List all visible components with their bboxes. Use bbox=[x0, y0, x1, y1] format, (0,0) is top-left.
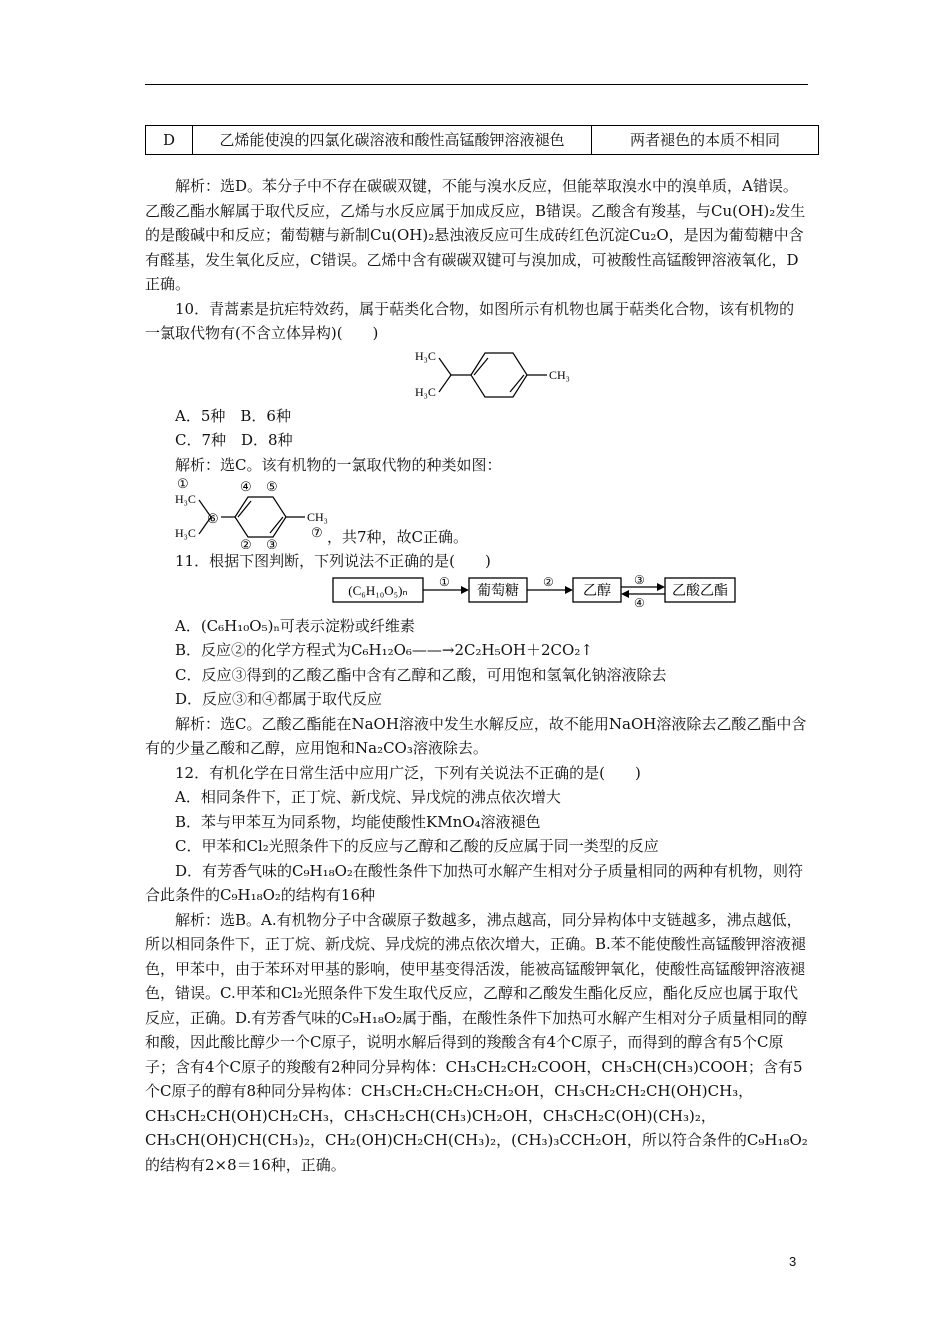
q11-option-a: A．(C₆H₁₀O₅)ₙ可表示淀粉或纤维素 bbox=[175, 616, 415, 635]
q10-options-1: A．5种 B．6种 bbox=[175, 406, 291, 425]
q10-options-2: C．7种 D．8种 bbox=[175, 431, 293, 449]
flow-step-1: ① bbox=[439, 574, 450, 589]
q11-option-b: B．反应②的化学方程式为C₆H₁₂O₆——→2C₂H₅OH＋2CO₂↑ bbox=[175, 641, 593, 659]
label-7: ⑦ bbox=[311, 525, 323, 540]
q10-answer-figure bbox=[145, 477, 809, 549]
flow-step-4: ④ bbox=[634, 595, 645, 608]
q12-option-b: B．苯与甲苯互为同系物，均能使酸性KMnO₄溶液褪色 bbox=[175, 812, 541, 831]
option-conclusion: 两者褪色的本质不相同 bbox=[592, 126, 819, 155]
flow-step-2: ② bbox=[543, 574, 554, 589]
q10-conclusion: ，共7种，故C正确。 bbox=[327, 528, 469, 546]
label-6: ⑥ bbox=[207, 511, 219, 526]
q11-option-c: C．反应③得到的乙酸乙酯中含有乙醇和乙酸，可用饱和氢氧化钠溶液除去 bbox=[175, 665, 667, 684]
label-4: ④ bbox=[240, 479, 252, 494]
flow-box-ethanol: 乙醇 bbox=[583, 583, 611, 599]
q11-analysis: 解析：选C。乙酸乙酯能在NaOH溶液中发生水解反应，故不能用NaOH溶液除去乙酸乙酯中含有的少量乙酸和乙醇，应用饱和Na₂CO₃溶液除去。 bbox=[145, 714, 807, 757]
q12-option-a: A．相同条件下，正丁烷、新戊烷、异戊烷的沸点依次增大 bbox=[175, 788, 561, 806]
q11-stem: 11．根据下图判断，下列说法不正确的是( ) bbox=[175, 552, 491, 570]
table-row bbox=[146, 126, 819, 155]
q10-stem: 10．青蒿素是抗疟特效药，属于萜类化合物，如图所示有机物也属于萜类化合物，该有机物的一氯取代物有(不含立体异构)( ) bbox=[145, 299, 795, 342]
flow-box-glucose: 葡萄糖 bbox=[477, 583, 519, 599]
option-letter: D bbox=[146, 126, 193, 155]
mol-h3c-bottom: H₃C bbox=[415, 384, 436, 399]
mol-ch3: CH₃ bbox=[549, 367, 570, 382]
flow-box-ethyl-acetate: 乙酸乙酯 bbox=[672, 583, 728, 599]
mol2-h3c-bottom: H₃C bbox=[175, 526, 196, 540]
label-2: ② bbox=[240, 537, 252, 549]
q12-analysis: 解析：选B。A.有机物分子中含碳原子数越多，沸点越高，同分异构体中支链越多，沸点越低，所以相同条件下，正丁烷、新戊烷、异戊烷的沸点依次增大，正确。B.苯不能使酸性高锰酸钾溶液褪色，甲苯中，由于苯环对甲基的影响，使甲基变得活泼，能被高锰酸钾氧化，使酸性高锰酸钾溶液褪色，错误。C.甲苯和Cl₂光照条件下发生取代反应，乙醇和乙酸发生酯化反应，酯化反应也属于取代反应，正确。D.有芳香气味的C₉H₁₈O₂属于酯，在酸性条件下加热可水解产生相对分子质量相同的醇和酸，因此酸比醇少一个C原子，说明水解后得到的羧酸含有4个C原子，而得到的醇含有5个C原子；含有4个C原子的羧酸有2种同分异构体：CH₃CH₂CH₂COOH，CH₃CH(CH₃)COOH；含有5个C原子的醇有8种同分异构体：CH₃CH₂CH₂CH₂CH₂OH，CH₃CH₂CH₂CH(OH)CH₃，CH₃CH₂CH(OH)CH₂CH₃，CH₃CH₂CH(CH₃)CH₂OH，CH₃CH₂C(OH)(CH₃)₂，CH₃CH(OH)CH(CH₃)₂，CH₂(OH)CH₂CH(CH₃)₂，(CH₃)₃CCH₂OH，所以符合条件的C₉H₁₈O₂的结构有2×8＝16种，正确。 bbox=[145, 910, 808, 1174]
option-table bbox=[145, 125, 819, 155]
label-1: ① bbox=[177, 477, 189, 491]
flow-step-3: ③ bbox=[634, 573, 645, 587]
flow-box-cellulose: (C₆H₁₀O₅)ₙ bbox=[348, 582, 408, 598]
q10-analysis: 解析：选C。该有机物的一氯取代物的种类如图： bbox=[175, 455, 502, 474]
q12-stem: 12．有机化学在日常生活中应用广泛，下列有关说法不正确的是( ) bbox=[175, 763, 641, 782]
q10-molecule bbox=[145, 346, 809, 404]
mol2-ch3: CH₃ bbox=[307, 510, 328, 524]
mol2-h3c-top: H₃C bbox=[175, 492, 196, 506]
q12-option-c: C．甲苯和Cl₂光照条件下的反应与乙醇和乙酸的反应属于同一类型的反应 bbox=[175, 837, 659, 855]
label-5: ⑤ bbox=[266, 479, 278, 494]
mol-h3c-top: H₃C bbox=[415, 348, 436, 363]
q9-analysis: 解析：选D。苯分子中不存在碳碳双键，不能与溴水反应，但能萃取溴水中的溴单质，A错误。乙酸乙酯水解属于取代反应，乙烯与水反应属于加成反应，B错误。乙酸含有羧基，与Cu(OH)₂发生的是酸碱中和反应；葡萄糖与新制Cu(OH)₂悬浊液反应可生成砖红色沉淀Cu₂O，是因为葡萄糖中含有醛基，发生氧化反应，C错误。乙烯中含有碳碳双键可与溴加成，可被酸性高锰酸钾溶液氧化，D正确。 bbox=[145, 177, 806, 293]
q11-option-d: D．反应③和④都属于取代反应 bbox=[175, 690, 383, 708]
page-content bbox=[145, 174, 809, 1177]
page-number: 3 bbox=[789, 1254, 797, 1269]
header-rule bbox=[145, 84, 808, 85]
option-statement: 乙烯能使溴的四氯化碳溶液和酸性高锰酸钾溶液褪色 bbox=[193, 126, 592, 155]
q11-flow-diagram bbox=[145, 574, 809, 608]
label-3: ③ bbox=[266, 537, 278, 549]
q12-option-d: D．有芳香气味的C₉H₁₈O₂在酸性条件下加热可水解产生相对分子质量相同的两种有机物，则符合此条件的C₉H₁₈O₂的结构有16种 bbox=[145, 861, 803, 904]
